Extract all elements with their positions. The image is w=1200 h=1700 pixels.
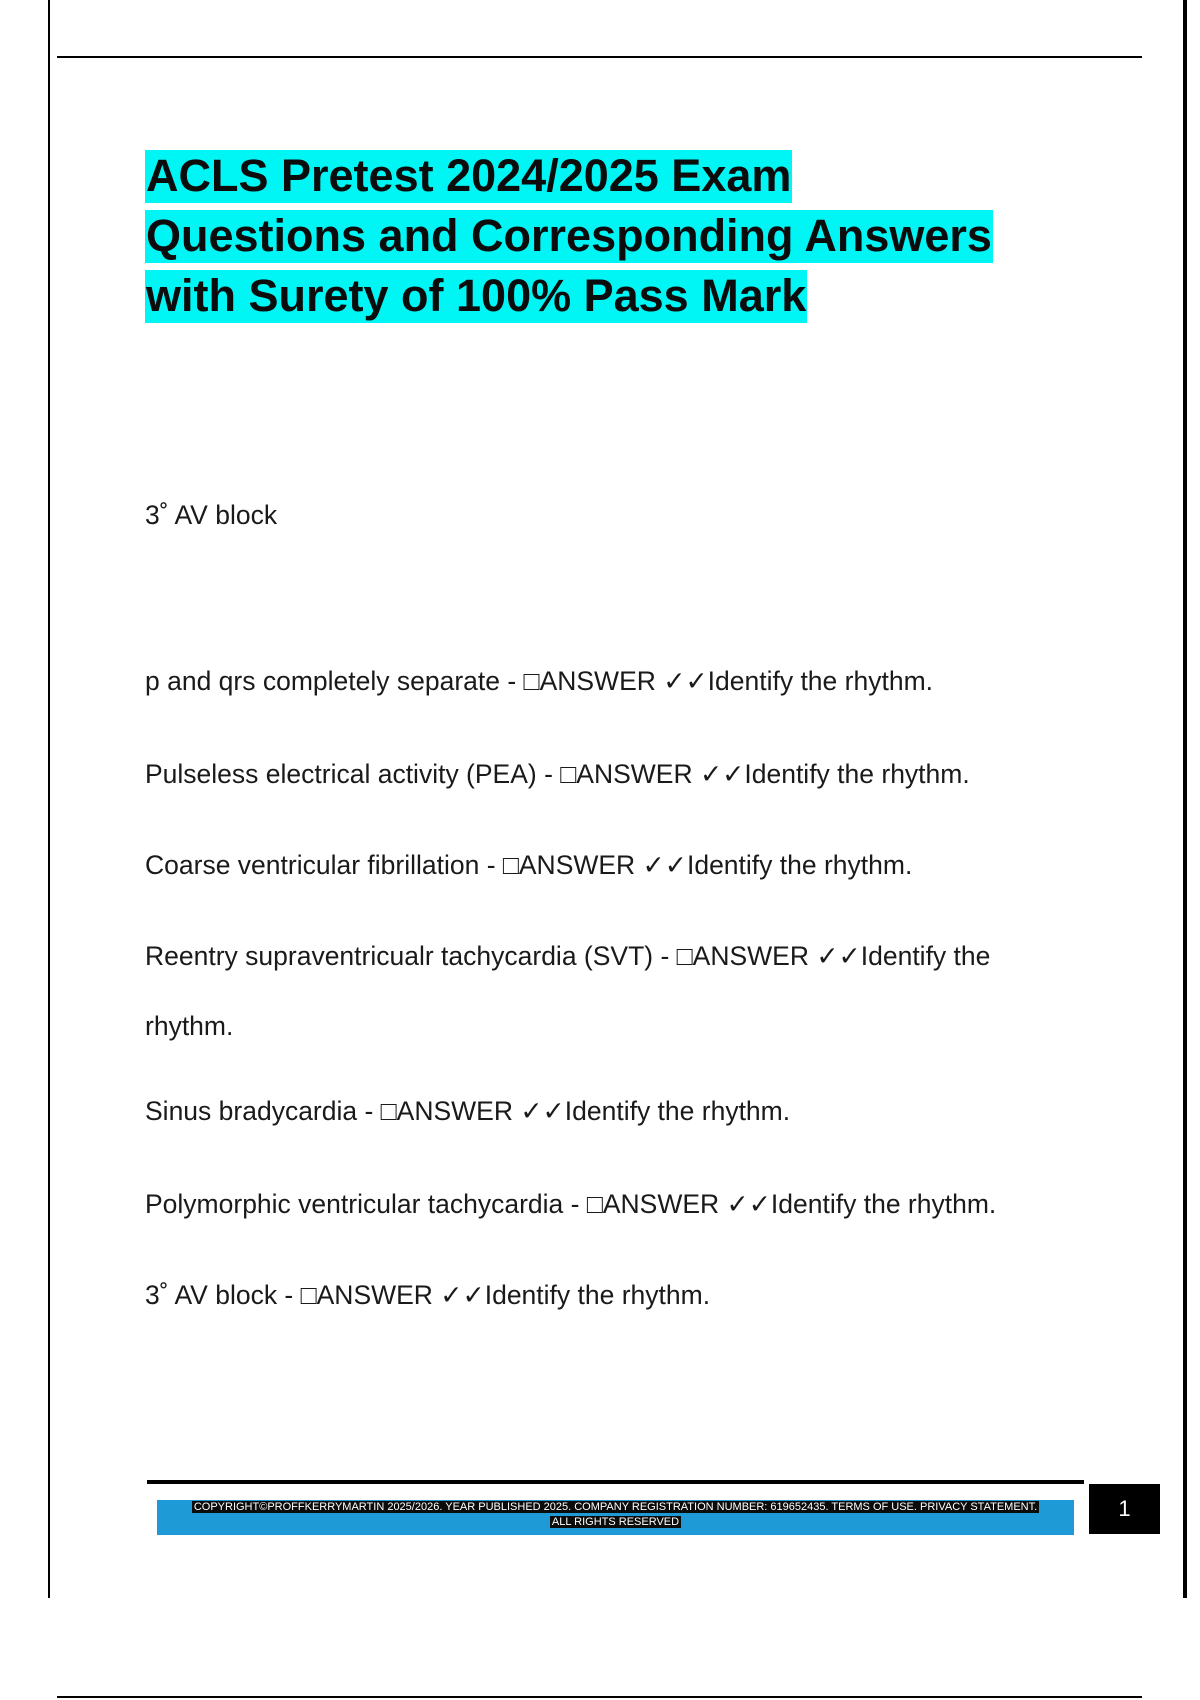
qa-entry: Reentry supraventricualr tachycardia (SVT) - □ANSWER ✓✓Identify the rhythm. xyxy=(145,941,991,1041)
title-line-2: Questions and Corresponding Answers xyxy=(146,210,992,261)
header-rule xyxy=(57,56,1142,58)
next-page-rule xyxy=(57,1696,1142,1698)
qa-entry: Pulseless electrical activity (PEA) - □ANSWER ✓✓Identify the rhythm. xyxy=(145,759,970,789)
qa-entry: p and qrs completely separate - □ANSWER ✓✓Identify the rhythm. xyxy=(145,666,933,696)
document-title xyxy=(145,146,1095,326)
qa-entry: Sinus bradycardia - □ANSWER ✓✓Identify the rhythm. xyxy=(145,1096,791,1126)
copyright-text: COPYRIGHT©PROFFKERRYMARTIN 2025/2026. YEAR PUBLISHED 2025. COMPANY REGISTRATION NUMBER: 619652435. TERMS OF USE. PRIVACY STATEMENT. xyxy=(193,1501,1038,1513)
rights-reserved-text: ALL RIGHTS RESERVED xyxy=(551,1516,680,1528)
qa-entry: 3˚ AV block - □ANSWER ✓✓Identify the rhythm. xyxy=(145,1280,711,1310)
page-number: 1 xyxy=(1089,1484,1160,1534)
footer-rule xyxy=(147,1480,1084,1484)
qa-entry: Polymorphic ventricular tachycardia - □ANSWER ✓✓Identify the rhythm. xyxy=(145,1189,997,1219)
page-border-left xyxy=(48,0,50,1598)
title-line-3: with Surety of 100% Pass Mark xyxy=(146,270,807,321)
copyright-banner xyxy=(157,1500,1074,1535)
intro-text: 3˚ AV block xyxy=(145,500,278,530)
qa-entry: Coarse ventricular fibrillation - □ANSWER ✓✓Identify the rhythm. xyxy=(145,850,913,880)
page-border-right xyxy=(1183,0,1187,1598)
title-line-1: ACLS Pretest 2024/2025 Exam xyxy=(146,150,792,201)
